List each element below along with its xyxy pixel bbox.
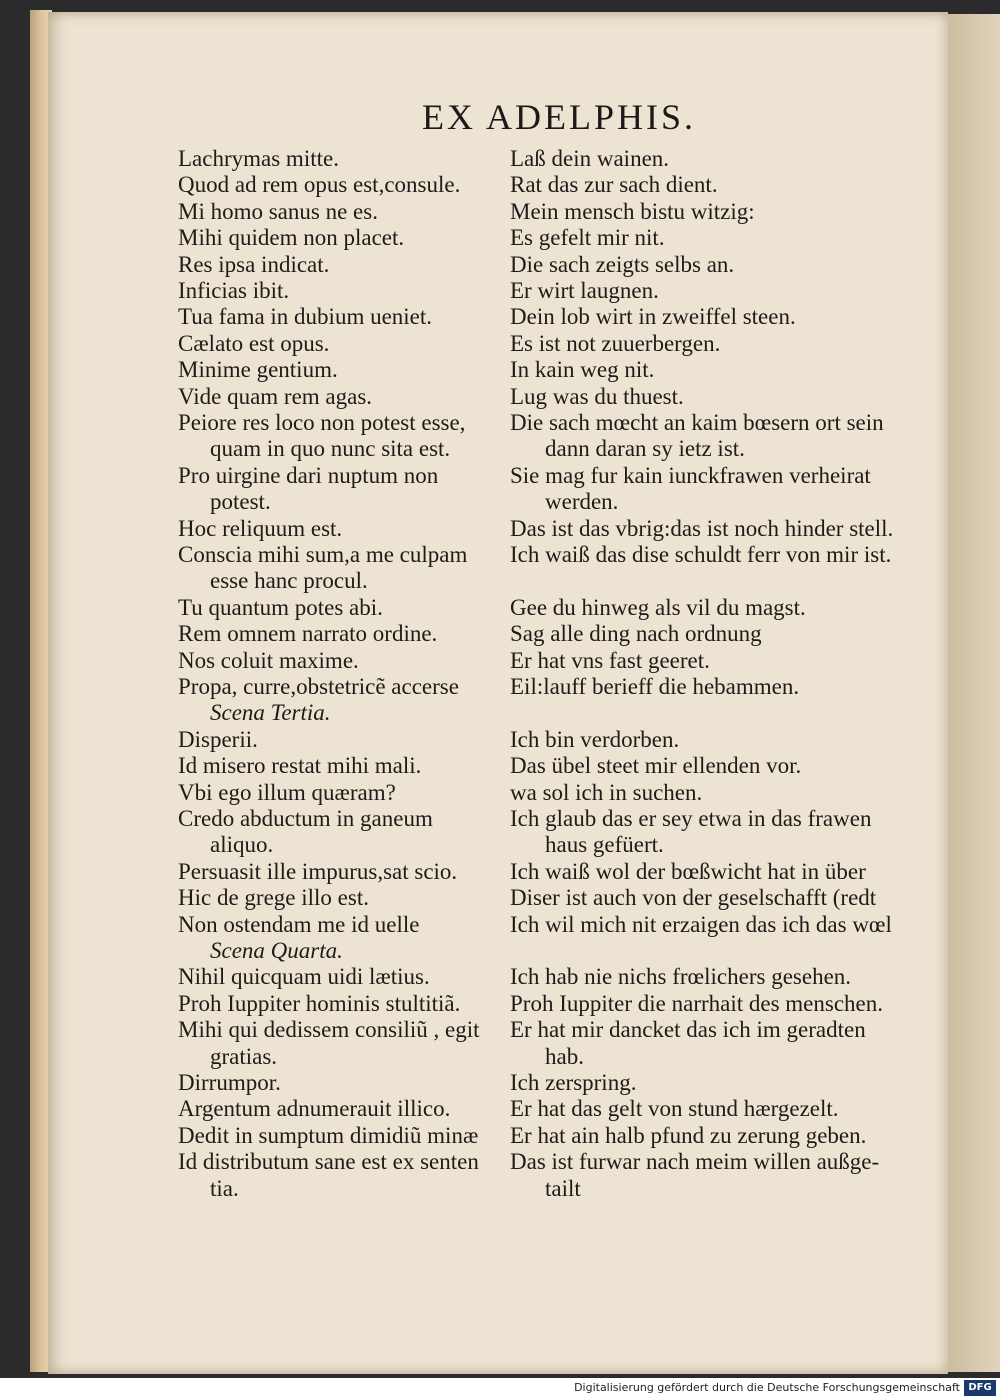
german-line: Er hat ain halb pfund zu zerung geben. — [510, 1123, 867, 1148]
german-line: Das übel steet mir ellenden vor. — [510, 753, 802, 778]
latin-line-continued: aliquo. — [210, 832, 274, 857]
german-line: Ich hab nie nichs frœlichers gesehen. — [510, 964, 852, 989]
german-line: Ich zerspring. — [510, 1070, 637, 1095]
german-line: Ich glaub das er sey etwa in das frawen — [510, 806, 872, 831]
german-line: Proh Iuppiter die narrhait des menschen. — [510, 991, 883, 1016]
latin-line: Peiore res loco non potest esse, — [178, 410, 466, 435]
latin-line: Mihi qui dedissem consiliũ , egit — [178, 1017, 480, 1042]
footer-bar — [0, 1378, 1000, 1399]
german-line: Er hat mir dancket das ich im geradten — [510, 1017, 866, 1042]
latin-line: Vide quam rem agas. — [178, 384, 373, 409]
german-line: Diser ist auch von der geselschafft (redt — [510, 885, 877, 910]
german-line-continued: haus gefüert. — [545, 832, 664, 857]
latin-line: Mihi quidem non placet. — [178, 225, 405, 250]
latin-line: Proh Iuppiter hominis stultitiã. — [178, 991, 461, 1016]
latin-line: Conscia mihi sum,a me culpam — [178, 542, 468, 567]
latin-line: Argentum adnumerauit illico. — [178, 1096, 451, 1121]
german-line: Ich waiß wol der bœßwicht hat in über — [510, 859, 866, 884]
latin-line: Inficias ibit. — [178, 278, 290, 303]
latin-line: Dirrumpor. — [178, 1070, 281, 1095]
german-line-continued: werden. — [545, 489, 619, 514]
latin-line: Tua fama in dubium ueniet. — [178, 304, 433, 329]
german-line: Es gefelt mir nit. — [510, 225, 665, 250]
facing-page-edge — [940, 14, 1000, 1372]
latin-line: Propa, curre,obstetricẽ accerse — [178, 674, 459, 699]
latin-line: Tu quantum potes abi. — [178, 595, 383, 620]
german-line-continued: dann daran sy ietz ist. — [545, 436, 745, 461]
latin-line-continued: gratias. — [210, 1044, 278, 1069]
latin-line: Id misero restat mihi mali. — [178, 753, 422, 778]
latin-line: Vbi ego illum quæram? — [178, 780, 396, 805]
german-line: Sag alle ding nach ordnung — [510, 621, 762, 646]
latin-line: Cælato est opus. — [178, 331, 330, 356]
german-line: Sie mag fur kain iunckfrawen verheirat — [510, 463, 871, 488]
latin-line: Id distributum sane est ex senten — [178, 1149, 479, 1174]
dfg-logo: DFG — [964, 1380, 996, 1396]
german-line: Das ist furwar nach meim willen außge- — [510, 1149, 880, 1174]
latin-line: Quod ad rem opus est,consule. — [178, 172, 461, 197]
latin-line: Hic de grege illo est. — [178, 885, 369, 910]
latin-line-continued: potest. — [210, 489, 271, 514]
german-line: Eil:lauff berieff die hebammen. — [510, 674, 800, 699]
german-line: Gee du hinweg als vil du magst. — [510, 595, 806, 620]
scene-heading: Scena Quarta. — [210, 938, 343, 963]
latin-line: Minime gentium. — [178, 357, 338, 382]
scene-heading: Scena Tertia. — [210, 700, 331, 725]
latin-line: Nihil quicquam uidi lætius. — [178, 964, 430, 989]
german-line: Die sach zeigts selbs an. — [510, 252, 735, 277]
latin-line: Credo abductum in ganeum — [178, 806, 433, 831]
latin-line: Dedit in sumptum dimidiũ minæ — [178, 1123, 479, 1148]
german-line: Ich bin verdorben. — [510, 727, 680, 752]
german-line: Er hat vns fast geeret. — [510, 648, 710, 673]
german-line: Es ist not zuuerbergen. — [510, 331, 721, 356]
latin-line: Disperii. — [178, 727, 258, 752]
latin-line-continued: tia. — [210, 1176, 239, 1201]
german-line: Die sach mœcht an kaim bœsern ort sein — [510, 410, 884, 435]
latin-line: Lachrymas mitte. — [178, 146, 339, 171]
latin-line: Pro uirgine dari nuptum non — [178, 463, 439, 488]
latin-line: Nos coluit maxime. — [178, 648, 359, 673]
german-line: Mein mensch bistu witzig: — [510, 199, 755, 224]
german-line: Dein lob wirt in zweiffel steen. — [510, 304, 796, 329]
german-line: Lug was du thuest. — [510, 384, 684, 409]
running-head: EX ADELPHIS. — [422, 97, 697, 137]
german-line: Laß dein wainen. — [510, 146, 670, 171]
latin-line: Hoc reliquum est. — [178, 516, 343, 541]
footer-credit: Digitalisierung gefördert durch die Deutsche Forschungsgemeinschaft — [574, 1381, 960, 1394]
german-line: Rat das zur sach dient. — [510, 172, 718, 197]
german-line: In kain weg nit. — [510, 357, 655, 382]
latin-line: Persuasit ille impurus,sat scio. — [178, 859, 458, 884]
latin-line: Rem omnem narrato ordine. — [178, 621, 438, 646]
german-line-continued: hab. — [545, 1044, 584, 1069]
german-line: Er hat das gelt von stund hærgezelt. — [510, 1096, 839, 1121]
latin-line: Non ostendam me id uelle — [178, 912, 420, 937]
german-line: Ich waiß das dise schuldt ferr von mir ist. — [510, 542, 892, 567]
german-line: wa sol ich in suchen. — [510, 780, 703, 805]
german-line: Ich wil mich nit erzaigen das ich das wœl — [510, 912, 892, 937]
latin-line: Res ipsa indicat. — [178, 252, 330, 277]
latin-line: Mi homo sanus ne es. — [178, 199, 378, 224]
german-line-continued: tailt — [545, 1176, 581, 1201]
latin-line-continued: quam in quo nunc sita est. — [210, 436, 451, 461]
german-line: Das ist das vbrig:das ist noch hinder stell. — [510, 516, 894, 541]
latin-line-continued: esse hanc procul. — [210, 568, 368, 593]
german-line: Er wirt laugnen. — [510, 278, 659, 303]
